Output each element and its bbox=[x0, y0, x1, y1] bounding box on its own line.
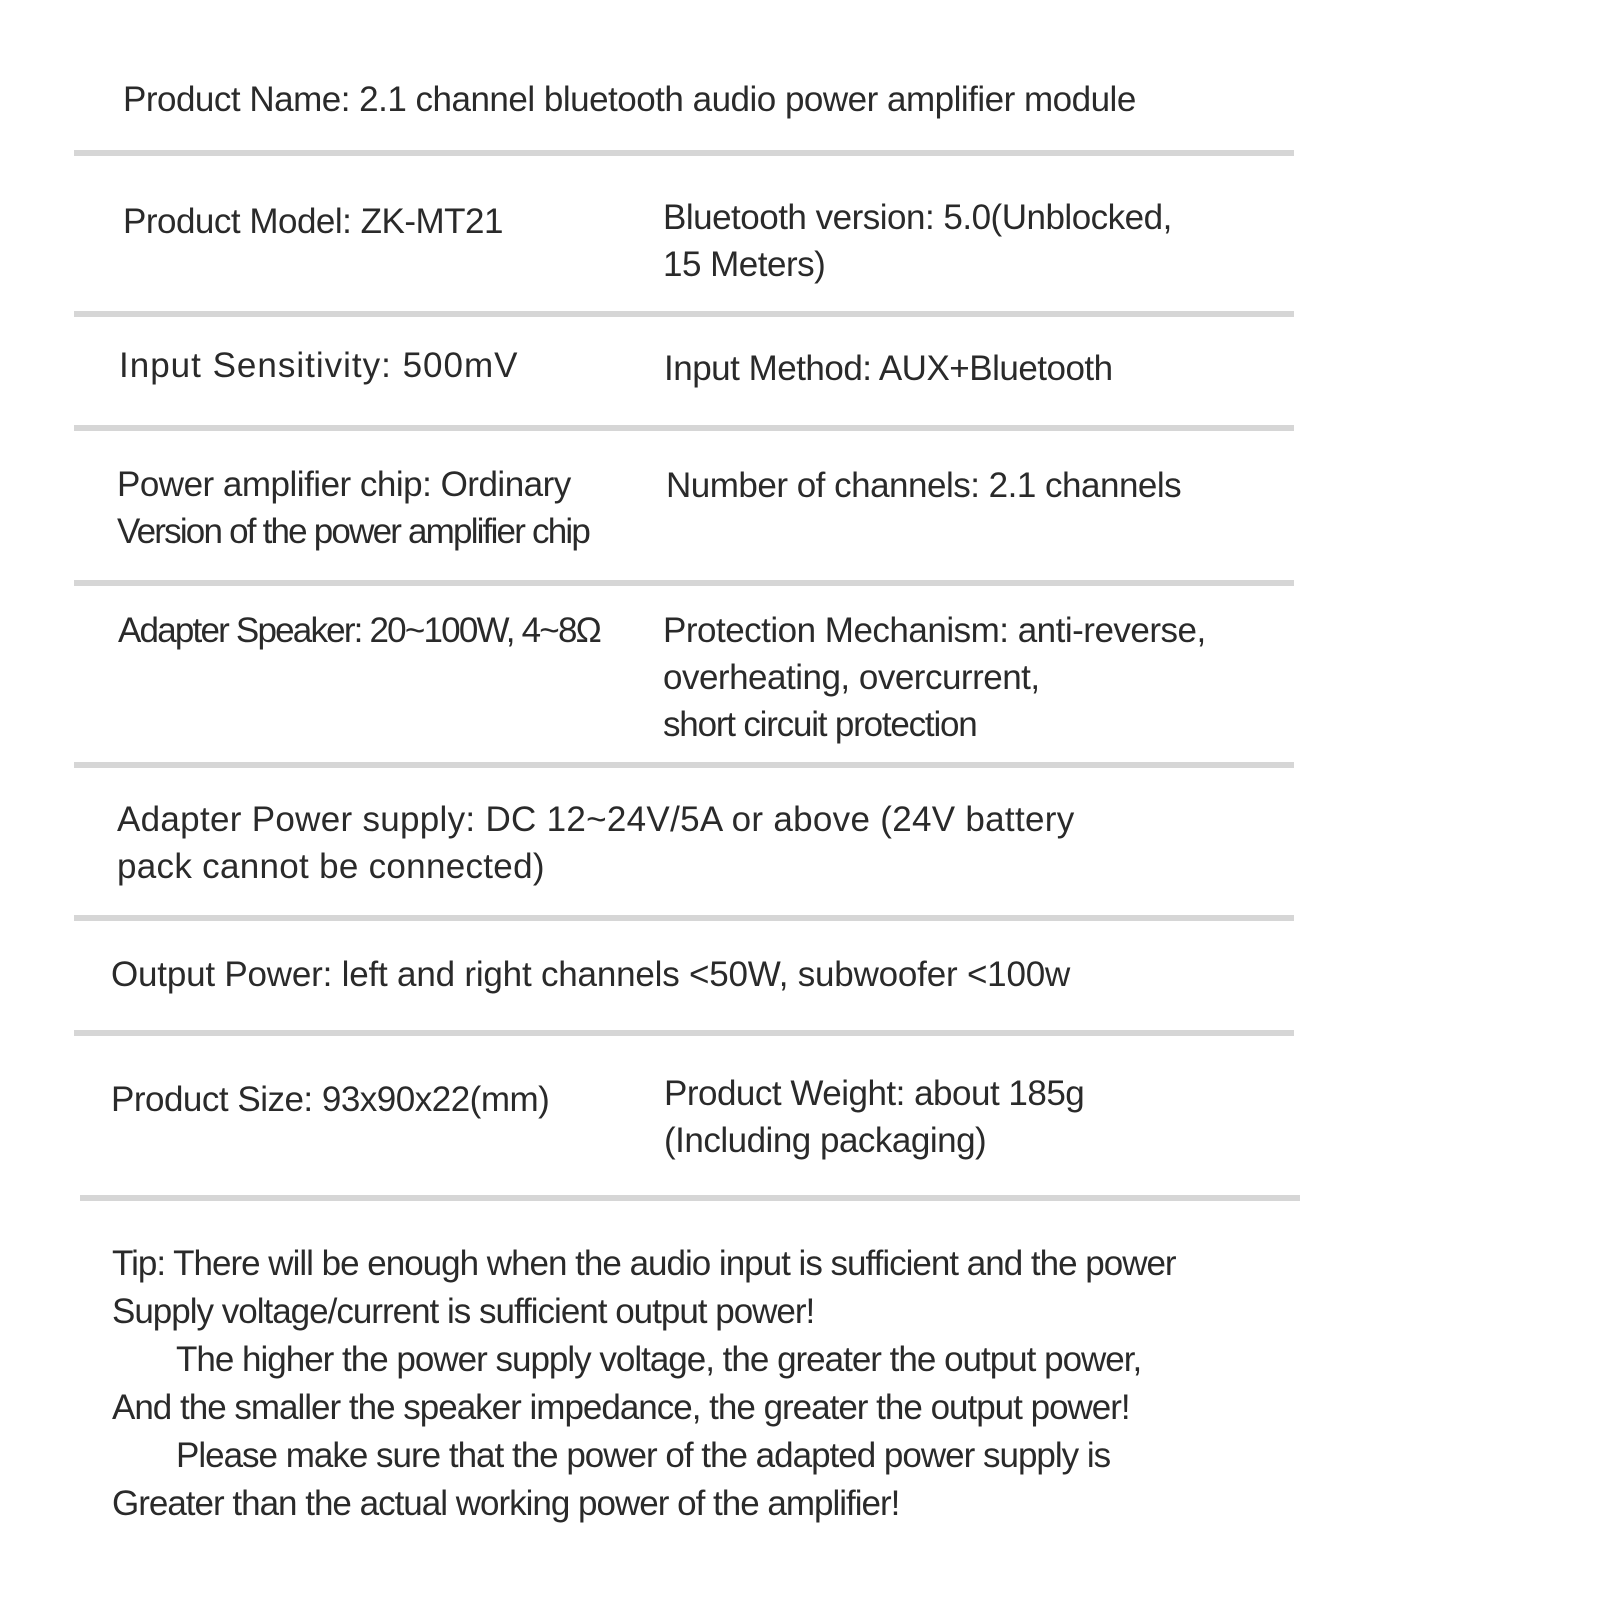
product-model: Product Model: ZK-MT21 bbox=[123, 202, 503, 241]
bluetooth-version-line: Bluetooth version: 5.0(Unblocked, bbox=[663, 198, 1172, 237]
bluetooth-version bbox=[663, 194, 1172, 288]
power-amplifier-chip-line: Power amplifier chip: Ordinary bbox=[117, 465, 571, 504]
tip-line: Supply voltage/current is sufficient output power! bbox=[112, 1292, 815, 1331]
tip-line: The higher the power supply voltage, the greater the output power, bbox=[176, 1340, 1142, 1379]
power-amplifier-chip-line: Version of the power amplifier chip bbox=[117, 512, 589, 551]
protection-mechanism-line: overheating, overcurrent, bbox=[663, 658, 1040, 697]
power-amplifier-chip bbox=[117, 461, 589, 555]
divider bbox=[74, 762, 1294, 768]
divider bbox=[74, 311, 1294, 317]
divider bbox=[80, 1195, 1300, 1201]
input-sensitivity: Input Sensitivity: 500mV bbox=[119, 346, 519, 385]
protection-mechanism-line: Protection Mechanism: anti-reverse, bbox=[663, 611, 1206, 650]
adapter-speaker: Adapter Speaker: 20~100W, 4~8Ω bbox=[118, 611, 600, 650]
protection-mechanism-line: short circuit protection bbox=[663, 705, 977, 744]
number-of-channels: Number of channels: 2.1 channels bbox=[666, 466, 1182, 505]
product-weight-line: Product Weight: about 185g bbox=[664, 1074, 1085, 1113]
divider bbox=[74, 425, 1294, 431]
tip-line: Tip: There will be enough when the audio input is sufficient and the power bbox=[112, 1244, 1176, 1283]
tip-line: And the smaller the speaker impedance, the greater the output power! bbox=[112, 1388, 1130, 1427]
product-name: Product Name: 2.1 channel bluetooth audio power amplifier module bbox=[123, 80, 1136, 119]
bluetooth-version-line: 15 Meters) bbox=[663, 245, 826, 284]
tip-line: Please make sure that the power of the adapted power supply is bbox=[176, 1436, 1111, 1475]
divider bbox=[74, 150, 1294, 156]
output-power: Output Power: left and right channels <50W, subwoofer <100w bbox=[111, 955, 1071, 994]
divider bbox=[74, 1030, 1294, 1036]
adapter-power-supply-line: pack cannot be connected) bbox=[117, 847, 545, 886]
divider bbox=[74, 915, 1294, 921]
tip-section bbox=[112, 1240, 1272, 1528]
tip-line: Greater than the actual working power of the amplifier! bbox=[112, 1484, 900, 1523]
product-size: Product Size: 93x90x22(mm) bbox=[111, 1080, 550, 1119]
adapter-power-supply bbox=[117, 796, 1075, 890]
adapter-power-supply-line: Adapter Power supply: DC 12~24V/5A or above (24V battery bbox=[117, 800, 1075, 839]
input-method: Input Method: AUX+Bluetooth bbox=[664, 349, 1113, 388]
divider bbox=[74, 580, 1294, 586]
protection-mechanism bbox=[663, 607, 1206, 748]
product-weight bbox=[664, 1070, 1084, 1164]
product-weight-line: (Including packaging) bbox=[664, 1121, 987, 1160]
